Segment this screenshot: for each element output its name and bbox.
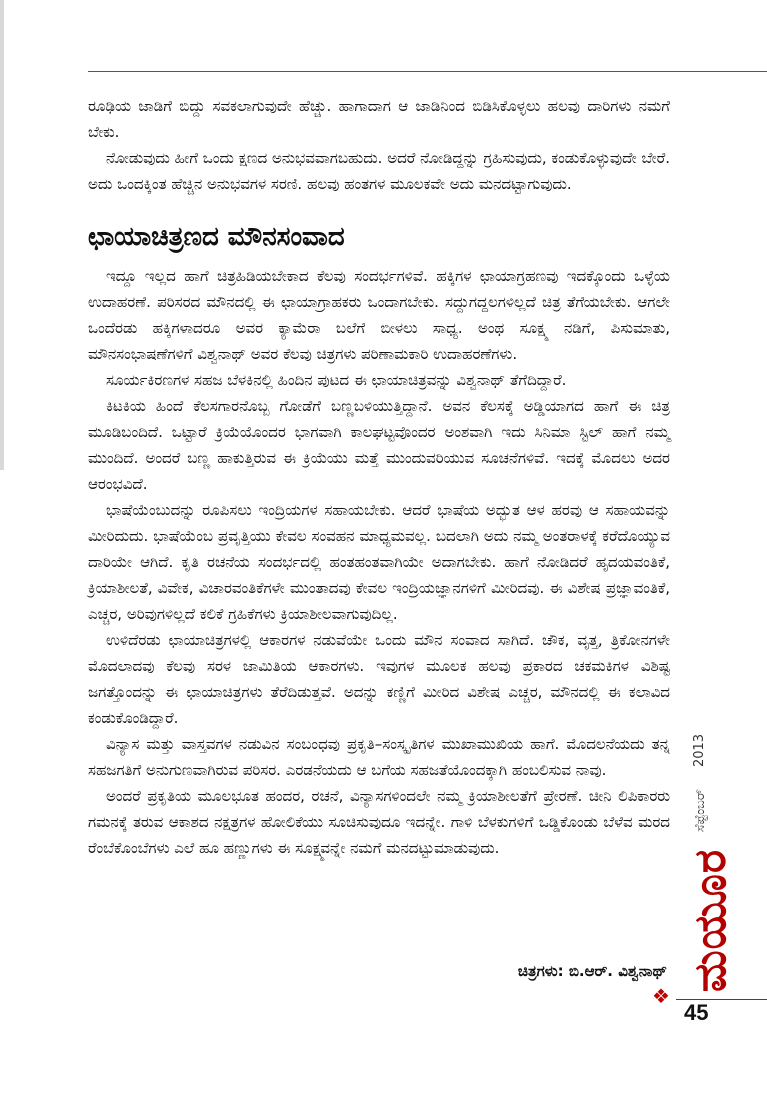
paragraph: ನೋಡುವುದು ಹೀಗೆ ಒಂದು ಕ್ಷಣದ ಅನುಭವವಾಗಬಹುದು. ಅದರೆ ನೋಡಿದ್ದನ್ನು ಗ್ರಹಿಸುವುದು, ಕಂಡುಕೊಳ್ಳುವುದೇ ಬೇರೆ. ಅದು ಒಂದಕ್ಕಿಂತ ಹೆಚ್ಚಿನ ಅನುಭವಗಳ ಸರಣಿ. ಹಲವು ಹಂತಗಳ ಮೂಲಕವೇ ಅದು ಮನದಟ್ಟಾಗುವುದು. [88, 149, 670, 193]
issue-month [690, 770, 710, 850]
paragraph: ಭಾಷೆಯೆಂಬುದನ್ನು ರೂಪಿಸಲು ಇಂದ್ರಿಯಗಳ ಸಹಾಯಬೇಕು. ಆದರೆ ಭಾಷೆಯ ಅದ್ಭುತ ಆಳ ಹರವು ಆ ಸಹಾಯವನ್ನು ಮೀರಿದುದು. ಭಾಷೆಯೆಂಬ ಪ್ರವೃತ್ತಿಯು ಕೇವಲ ಸಂವಹನ ಮಾಧ್ಯಮವಲ್ಲ. ಬದಲಾಗಿ ಅದು ನಮ್ಮ ಅಂತರಾಳಕ್ಕೆ ಕರೆದೊಯ್ಯುವ ದಾರಿಯೇ ಆಗಿದೆ. ಕೃತಿ ರಚನೆಯ ಸಂದರ್ಭದಲ್ಲಿ ಹಂತಹಂತವಾಗಿಯೇ ಅದಾಗಬೇಕು. ಹಾಗೆ ನೋಡಿದರೆ ಹೃದಯವಂತಿಕೆ, ಕ್ರಿಯಾಶೀಲತೆ, ವಿವೇಕ, ವಿಚಾರವಂತಿಕೆಗಳೇ ಮುಂತಾದವು ಕೇವಲ ಇಂದ್ರಿಯಜ್ಞಾನಗಳಿಗೆ ಮೀರಿದವು. ಈ ವಿಶೇಷ ಪ್ರಜ್ಞಾವಂತಿಕೆ, ಎಚ್ಚರ, ಅರಿವುಗಳಿಲ್ಲದೆ ಕಲಿಕೆ ಗ್ರಹಿಕೆಗಳು ಕ್ರಿಯಾಶೀಲವಾಗುವುದಿಲ್ಲ. [88, 501, 670, 623]
issue-year-text: 2013 [692, 733, 708, 767]
paragraph: ಅಂದರೆ ಪ್ರಕೃತಿಯ ಮೂಲಭೂತ ಹಂದರ, ರಚನೆ, ವಿನ್ಯಾಸಗಳಿಂದಲೇ ನಮ್ಮ ಕ್ರಿಯಾಶೀಲತೆಗೆ ಪ್ರೇರಣೆ. ಚೀನಿ ಲಿಪಿಕಾರರು ಗಮನಕ್ಕೆ ತರುವ ಆಕಾಶದ ನಕ್ಷತ್ರಗಳ ಹೋಲಿಕೆಯು ಸೂಚಿಸುವುದೂ ಇದನ್ನೇ. ಗಾಳಿ ಬೆಳಕುಗಳಿಗೆ ಒಡ್ಡಿಕೊಂಡು ಬೆಳೆವ ಮರದ ರೆಂಬೆಕೊಂಬೆಗಳು ಎಲೆ ಹೂ ಹಣ್ಣುಗಳು ಈ ಸೂಕ್ಷ್ಮವನ್ನೇ ನಮಗೆ ಮನದಟ್ಟುಮಾಡುವುದು. [88, 787, 670, 857]
ornament-icon: ❖ [652, 984, 670, 1008]
paragraph: ಸೂರ್ಯಕಿರಣಗಳ ಸಹಜ ಬೆಳಕಿನಲ್ಲಿ ಹಿಂದಿನ ಪುಟದ ಈ ಛಾಯಾಚಿತ್ರವನ್ನು ವಿಶ್ವನಾಥ್ ತೆಗೆದಿದ್ದಾರೆ. [106, 371, 567, 389]
paragraph: ವಿನ್ಯಾಸ ಮತ್ತು ವಾಸ್ತವಗಳ ನಡುವಿನ ಸಂಬಂಧವು ಪ್ರಕೃತಿ–ಸಂಸ್ಕೃತಿಗಳ ಮುಖಾಮುಖಿಯ ಹಾಗೆ. ಮೊದಲನೆಯದು ತನ್ನ ಸಹಜಗತಿಗೆ ಅನುಗುಣವಾಗಿರುವ ಪರಿಸರ. ಎರಡನೆಯದು ಆ ಬಗೆಯ ಸಹಜತೆಯೊಂದಕ್ಕಾಗಿ ಹಂಬಲಿಸುವ ನಾವು. [88, 735, 670, 779]
masthead-title: ಮಯೂರ [685, 848, 737, 992]
section-heading: ಛಾಯಾಚಿತ್ರಣದ ಮೌನಸಂವಾದ [88, 222, 345, 252]
paragraph-continued: ರೂಢಿಯ ಜಾಡಿಗೆ ಬಿದ್ದು ಸವಕಲಾಗುವುದೇ ಹೆಚ್ಚು. ಹಾಗಾದಾಗ ಆ ಜಾಡಿನಿಂದ ಬಿಡಿಸಿಕೊಳ್ಳಲು ಹಲವು ದಾರಿಗಳು ನಮಗೆ ಬೇಕು. [88, 97, 670, 141]
paragraph: ಉಳಿದೆರಡು ಛಾಯಾಚಿತ್ರಗಳಲ್ಲಿ ಆಕಾರಗಳ ನಡುವೆಯೇ ಒಂದು ಮೌನ ಸಂವಾದ ಸಾಗಿದೆ. ಚೌಕ, ವೃತ್ತ, ತ್ರಿಕೋನಗಳೇ ಮೊದಲಾದವು ಕೆಲವು ಸರಳ ಜಾಮಿತಿಯ ಆಕಾರಗಳು. ಇವುಗಳ ಮೂಲಕ ಹಲವು ಪ್ರಕಾರದ ಚಕಮಕಿಗಳ ವಿಶಿಷ್ಟ ಜಗತ್ತೊಂದನ್ನು ಈ ಛಾಯಾಚಿತ್ರಗಳು ತೆರೆದಿಡುತ್ತವೆ. ಅದನ್ನು ಕಣ್ಣಿಗೆ ಮೀರಿದ ವಿಶೇಷ ಎಚ್ಚರ, ಮೌನದಲ್ಲಿ ಈ ಕಲಾವಿದ ಕಂಡುಕೊಂಡಿದ್ದಾರೆ. [88, 631, 670, 727]
issue-year [690, 725, 710, 775]
top-rule [88, 71, 767, 72]
issue-month-text: ಸೆಪ್ಟೆಂಬರ್ [692, 788, 708, 832]
page-number: 45 [684, 1000, 709, 1025]
paragraph: ಇದ್ದೂ ಇಲ್ಲದ ಹಾಗೆ ಚಿತ್ರಹಿಡಿಯಬೇಕಾದ ಕೆಲವು ಸಂದರ್ಭಗಳಿವೆ. ಹಕ್ಕಿಗಳ ಛಾಯಾಗ್ರಹಣವು ಇದಕ್ಕೊಂದು ಒಳ್ಳೆಯ ಉದಾಹರಣೆ. ಪರಿಸರದ ಮೌನದಲ್ಲಿ ಈ ಛಾಯಾಗ್ರಾಹಕರು ಒಂದಾಗಬೇಕು. ಸದ್ದುಗದ್ದಲಗಳಿಲ್ಲದೆ ಚಿತ್ರ ತೆಗೆಯಬೇಕು. ಆಗಲೇ ಒಂದೆರಡು ಹಕ್ಕಿಗಳಾದರೂ ಅವರ ಕ್ಯಾಮೆರಾ ಬಲೆಗೆ ಬೀಳಲು ಸಾಧ್ಯ. ಅಂಥ ಸೂಕ್ಷ್ಮ ನಡಿಗೆ, ಪಿಸುಮಾತು, ಮೌನಸಂಭಾಷಣೆಗಳಿಗೆ ವಿಶ್ವನಾಥ್ ಅವರ ಕೆಲವು ಚಿತ್ರಗಳು ಪರಿಣಾಮಕಾರಿ ಉದಾಹರಣೆಗಳು. [88, 267, 670, 363]
page-edge-shadow [0, 0, 4, 470]
paragraph: ಕಿಟಕಿಯ ಹಿಂದೆ ಕೆಲಸಗಾರನೊಬ್ಬ ಗೋಡೆಗೆ ಬಣ್ಣಬಳಿಯುತ್ತಿದ್ದಾನೆ. ಅವನ ಕೆಲಸಕ್ಕೆ ಅಡ್ಡಿಯಾಗದ ಹಾಗೆ ಈ ಚಿತ್ರ ಮೂಡಿಬಂದಿದೆ. ಒಟ್ಟಾರೆ ಕ್ರಿಯೆಯೊಂದರ ಭಾಗವಾಗಿ ಕಾಲಘಟ್ಟವೊಂದರ ಅಂಶವಾಗಿ ಇದು ಸಿನಿಮಾ ಸ್ಟಿಲ್ ಹಾಗೆ ನಮ್ಮ ಮುಂದಿದೆ. ಅಂದರೆ ಬಣ್ಣ ಹಾಕುತ್ತಿರುವ ಈ ಕ್ರಿಯೆಯು ಮತ್ತೆ ಮುಂದುವರಿಯುವ ಸೂಚನೆಗಳಿವೆ. ಇದಕ್ಕೆ ಮೊದಲು ಅದರ ಆರಂಭವಿದೆ. [88, 397, 670, 493]
magazine-masthead [681, 845, 741, 995]
article-body [88, 93, 670, 861]
photo-credit: ಚಿತ್ರಗಳು: ಬಿ.ಆರ್. ವಿಶ್ವನಾಥ್ [517, 962, 667, 980]
